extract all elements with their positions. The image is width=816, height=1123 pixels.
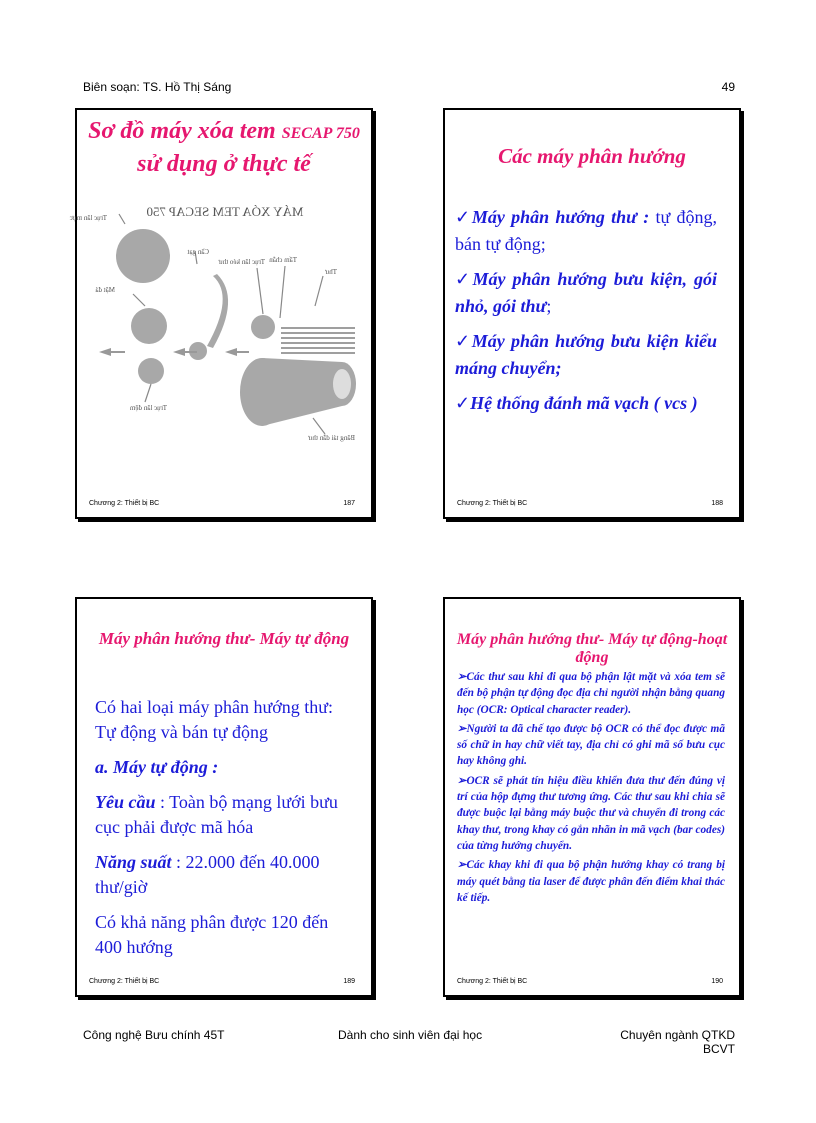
list-item: ➢Các khay khi đi qua bộ phận hướng khay có trang bị máy quét bằng tia laser để được phân đến điểm khai thác kế tiếp. <box>457 859 725 904</box>
check-icon: ✓ <box>455 331 472 351</box>
stone-wheel-icon <box>131 308 167 344</box>
slide-190-footer: Chương 2: Thiết bị BC 190 <box>457 978 723 985</box>
slide-190-body <box>457 669 725 909</box>
slide-188-title: Các máy phân hướng <box>498 144 686 168</box>
slide-187 <box>69 108 373 519</box>
list-item: ✓Hệ thống đánh mã vạch ( vcs ) <box>455 393 698 413</box>
check-icon: ✓ <box>455 269 473 289</box>
slide-187-footer: Chương 2: Thiết bị BC 187 <box>89 500 355 507</box>
sorting-machine-list <box>455 204 717 425</box>
label-lever: Cần gạt <box>187 248 209 256</box>
arrow-bullet-icon: ➢ <box>457 671 467 683</box>
check-icon: ✓ <box>455 207 472 227</box>
header-author: Biên soạn: TS. Hồ Thị Sáng <box>83 80 232 94</box>
slide-189 <box>75 597 373 997</box>
slide-189-footer: Chương 2: Thiết bị BC 189 <box>89 978 355 985</box>
check-icon: ✓ <box>455 393 471 413</box>
footer-left: Công nghệ Bưu chính 45T <box>83 1028 225 1042</box>
slide-187-title: Sơ đồ máy xóa tem SECAP 750 sử dụng ở thực tế <box>88 118 360 177</box>
subheading: a. Máy tự động : <box>95 757 219 777</box>
list-item: ➢OCR sẽ phát tín hiệu điều khiển đưa thư đến đúng vị trí của hộp đựng thư tương ứng. Các thư sau khi chia sẽ được buộc lại bằng máy buộc thư và chuyển đi trong các khay thư, trong khay có gắn nhãn in mã vạch (bar codes) của từng hướng chuyển. <box>457 774 725 852</box>
list-item: ➢Các thư sau khi đi qua bộ phận lật mặt và xóa tem sẽ đến bộ phận tự động đọc địa chỉ người nhận bằng quang học (OCR: Optical character reader). <box>457 671 725 716</box>
arrow-bullet-icon: ➢ <box>457 774 467 787</box>
label-stone: Mặt đá <box>95 286 115 294</box>
list-item: ✓Máy phân hướng thư : tự động, bán tự động; <box>455 207 717 254</box>
diagram-heading: MÁY XÓA TEM SECAP 750 <box>146 204 304 219</box>
label-letter: Thư <box>325 268 337 276</box>
arrow-bullet-icon: ➢ <box>457 859 467 872</box>
pad-roller-icon <box>138 358 164 384</box>
list-item: ✓Máy phân hướng bưu kiện kiểu máng chuyển; <box>455 331 717 378</box>
label-pull-roller: Trục lăn kéo thư <box>218 258 265 266</box>
slide-190-title: Máy phân hướng thư- Máy tự động-hoạt động <box>456 631 728 666</box>
arrow-bullet-icon: ➢ <box>457 722 467 735</box>
footer-right: Chuyên ngành QTKD BCVT <box>620 1028 735 1056</box>
ink-roller-icon <box>116 229 170 283</box>
requirement-text: Yêu cầu : Toàn bộ mạng lưới bưu cục phải được mã hóa <box>95 792 338 837</box>
slide-190 <box>443 597 741 997</box>
slide-189-body <box>95 695 349 970</box>
stamp-canceller-diagram <box>69 186 367 456</box>
intro-text: Có hai loại máy phân hướng thư: Tự động và bán tự động <box>95 697 333 742</box>
list-item: ➢Người ta đã chế tạo được bộ OCR có thể đọc được mã số chữ in hay chữ viết tay, địa chỉ có ghi mã số bưu cục hay không ghi. <box>457 722 725 768</box>
slide-188 <box>443 108 741 519</box>
list-item: ✓Máy phân hướng bưu kiện, gói nhỏ, gói thư; <box>455 269 717 316</box>
label-shield: Tấm chắn <box>269 256 297 264</box>
label-ink-roller: Trục lăn mực <box>69 214 107 222</box>
capacity-text: Năng suất : 22.000 đến 40.000 thư/giờ <box>95 852 320 897</box>
footer-center: Dành cho sinh viên đại học <box>338 1028 483 1042</box>
slide-189-title: Máy phân hướng thư- Máy tự động <box>98 629 350 648</box>
pull-roller-icon <box>251 315 275 339</box>
slide-188-footer: Chương 2: Thiết bị BC 188 <box>457 500 723 507</box>
label-conveyor: Băng tải dẫn thư <box>308 434 355 442</box>
label-pad-roller: Trục lăn đệm <box>129 404 167 412</box>
page-number: 49 <box>721 80 735 94</box>
directions-text: Có khả năng phân được 120 đến 400 hướng <box>95 912 329 957</box>
lever-icon <box>207 274 228 348</box>
